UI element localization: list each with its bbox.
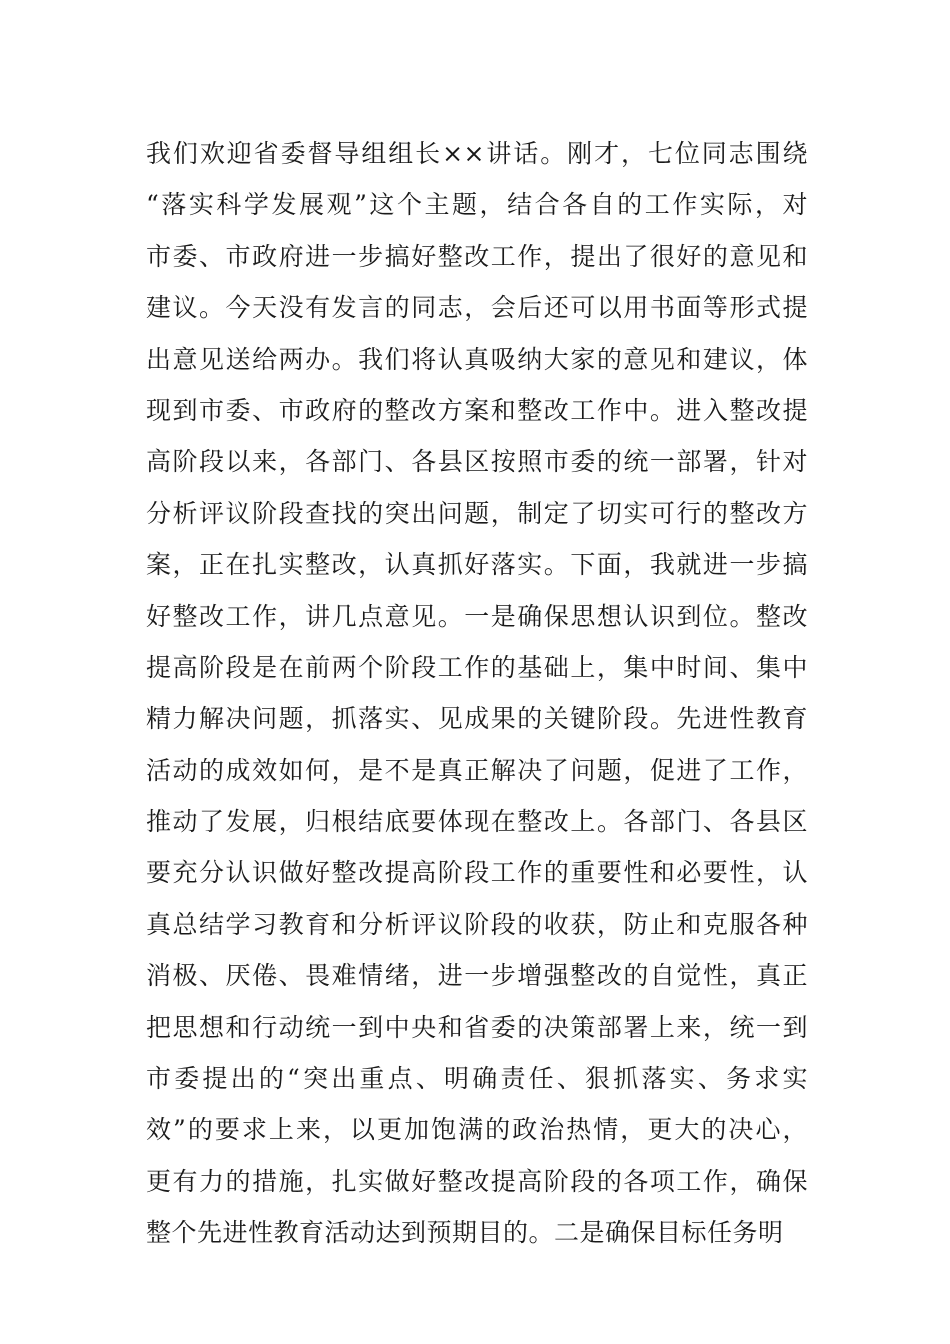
text-line: 精力解决问题，抓落实、见成果的关键阶段。先进性教育 [146,704,808,734]
text-line: 真总结学习教育和分析评议阶段的收获，防止和克服各种 [146,909,808,939]
text-line: 效”的要求上来，以更加饱满的政治热情，更大的决心， [146,1115,808,1145]
text-line: 把思想和行动统一到中央和省委的决策部署上来，统一到 [146,1012,808,1042]
text-line: 出意见送给两办。我们将认真吸纳大家的意见和建议，体 [146,344,808,374]
text-line: 消极、厌倦、畏难情绪，进一步增强整改的自觉性，真正 [146,961,808,991]
text-line: 建议。今天没有发言的同志，会后还可以用书面等形式提 [146,293,808,323]
text-line: 提高阶段是在前两个阶段工作的基础上，集中时间、集中 [146,652,808,682]
text-line: 现到市委、市政府的整改方案和整改工作中。进入整改提 [146,395,808,425]
text-line: 好整改工作，讲几点意见。一是确保思想认识到位。整改 [146,601,808,631]
text-line: “落实科学发展观”这个主题，结合各自的工作实际，对 [146,190,808,220]
text-line: 我们欢迎省委督导组组长××讲话。刚才，七位同志围绕 [146,139,808,168]
text-line: 要充分认识做好整改提高阶段工作的重要性和必要性，认 [146,858,808,888]
body-text [146,128,808,1259]
text-line: 推动了发展，归根结底要体现在整改上。各部门、各县区 [146,807,808,837]
text-line: 更有力的措施，扎实做好整改提高阶段的各项工作，确保 [146,1166,808,1196]
text-line: 高阶段以来，各部门、各县区按照市委的统一部署，针对 [146,447,808,477]
text-line: 案，正在扎实整改，认真抓好落实。下面，我就进一步搞 [146,550,808,580]
text-line: 市委提出的“突出重点、明确责任、狠抓落实、务求实 [146,1064,808,1094]
text-line: 市委、市政府进一步搞好整改工作，提出了很好的意见和 [146,241,808,271]
text-line: 活动的成效如何，是不是真正解决了问题，促进了工作， [146,755,808,785]
text-line: 分析评议阶段查找的突出问题，制定了切实可行的整改方 [146,498,808,528]
text-line: 整个先进性教育活动达到预期目的。二是确保目标任务明 [146,1218,784,1248]
